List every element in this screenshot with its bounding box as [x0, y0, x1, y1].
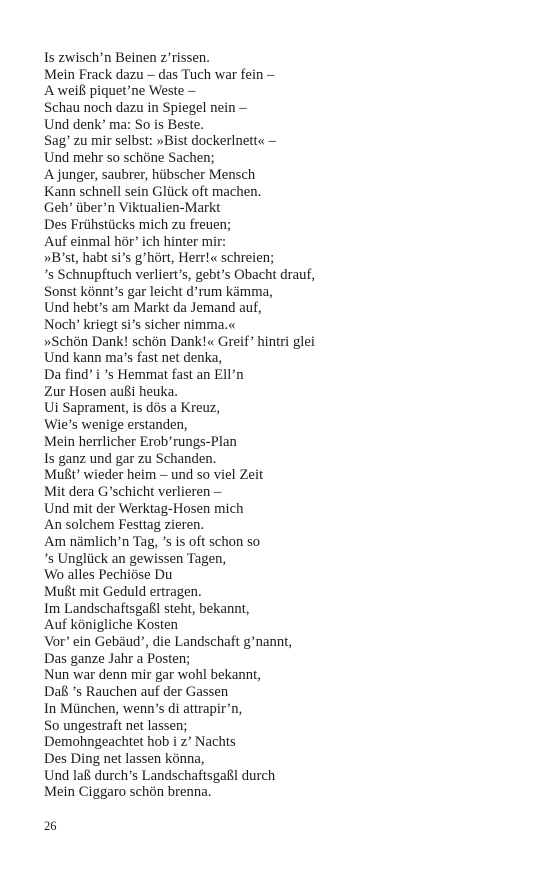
poem-line: Kann schnell sein Glück oft machen. — [44, 183, 262, 200]
poem-line: Und mit der Werktag-Hosen mich — [44, 500, 244, 517]
poem-line: Des Frühstücks mich zu freuen; — [44, 216, 232, 233]
poem-line: Mußt’ wieder heim – und so viel Zeit — [44, 467, 264, 484]
poem-line: Und hebt’s am Markt da Jemand auf, — [44, 300, 262, 317]
poem-line: Vor’ ein Gebäud’, die Landschaft g’nannt, — [44, 634, 293, 651]
poem-line: Das ganze Jahr a Posten; — [44, 650, 191, 667]
poem-line: Demohngeachtet hob i z’ Nachts — [44, 734, 236, 751]
poem-line: Am nämlich’n Tag, ’s is oft schon so — [44, 533, 261, 550]
poem-line: Is zwisch’n Beinen z’rissen. — [44, 50, 210, 66]
poem-line: Schau noch dazu in Spiegel nein – — [44, 100, 247, 117]
poem-line: Da find’ i ’s Hemmat fast an Ell’n — [44, 367, 244, 384]
poem-line: Und mehr so schöne Sachen; — [44, 150, 215, 167]
poem-line: Und kann ma’s fast net denka, — [44, 350, 223, 367]
poem-line: Auf königliche Kosten — [44, 617, 178, 634]
poem-line: Mußt mit Geduld ertragen. — [44, 584, 202, 600]
poem-line: Mit dera G’schicht verlieren – — [44, 483, 222, 500]
poem-line: In München, wenn’s di attrapir’n, — [44, 700, 243, 717]
poem-line: Im Landschaftsgaßl steht, bekannt, — [44, 600, 250, 617]
page-number: 26 — [44, 819, 57, 833]
poem-line: A junger, saubrer, hübscher Mensch — [44, 166, 256, 183]
poem-line: Nun war denn mir gar wohl bekannt, — [44, 667, 261, 684]
poem-line: Sag’ zu mir selbst: »Bist dockerlnett« – — [44, 133, 276, 150]
poem-line: Und denk’ ma: So is Beste. — [44, 116, 204, 133]
poem-line: Is ganz und gar zu Schanden. — [44, 450, 217, 467]
poem-line: Sonst könnt’s gar leicht d’rum kämma, — [44, 283, 273, 300]
poem-line: Zur Hosen außi heuka. — [44, 383, 178, 400]
poem-line: Mein herrlicher Erob’rungs-Plan — [44, 433, 237, 450]
poem-line: An solchem Festtag zieren. — [44, 517, 205, 534]
poem-line: Ui Saprament, is dös a Kreuz, — [44, 400, 221, 417]
poem-line: A weiß piquet’ne Weste – — [44, 83, 196, 100]
poem-text — [44, 50, 514, 801]
poem-line: Des Ding net lassen könna, — [44, 750, 205, 767]
poem-line: »Schön Dank! schön Dank!« Greif’ hintri glei — [44, 333, 316, 350]
poem-line: ’s Schnupftuch verliert’s, gebt’s Obacht drauf, — [44, 266, 316, 283]
poem-line: Und laß durch’s Landschaftsgaßl durch — [44, 767, 276, 784]
poem-line: »B’st, habt si’s g’hört, Herr!« schreien; — [44, 250, 275, 267]
poem-line: So ungestraft net lassen; — [44, 717, 188, 734]
poem-line: Wo alles Pechiöse Du — [44, 567, 173, 584]
poem-line: Mein Ciggaro schön brenna. — [44, 784, 212, 801]
poem-line: Noch’ kriegt si’s sicher nimma.« — [44, 317, 236, 333]
poem-line: Wie’s wenige erstanden, — [44, 417, 188, 434]
poem-line: ’s Unglück an gewissen Tagen, — [44, 550, 227, 567]
poem-line: Daß ’s Rauchen auf der Gassen — [44, 684, 229, 701]
poem-line: Mein Frack dazu – das Tuch war fein – — [44, 66, 275, 83]
poem-line: Geh’ über’n Viktualien-Markt — [44, 200, 221, 217]
poem-line: Auf einmal hör’ ich hinter mir: — [44, 233, 227, 250]
